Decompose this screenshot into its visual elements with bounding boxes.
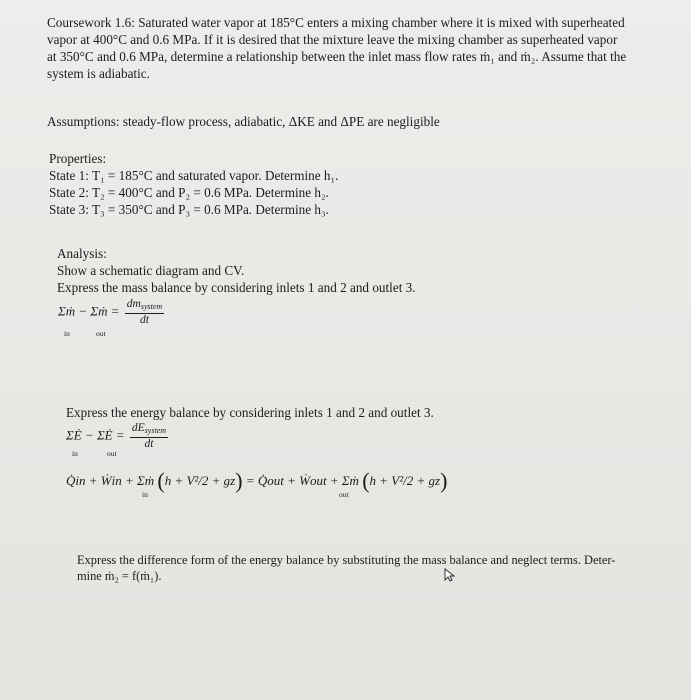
mass-eq-num-sub: system — [140, 302, 163, 311]
schematic-instruction: Show a schematic diagram and CV. — [57, 263, 245, 278]
energy-eq-den: dt — [144, 438, 154, 450]
energy-eq2-sub-out: out — [339, 490, 349, 499]
energy-eq2-left: Q̇in + Ẇin + Σṁ — [66, 473, 155, 488]
energy-eq-fraction — [130, 422, 168, 451]
energy-balance-equation — [66, 422, 170, 451]
energy-eq-sub-in: in — [72, 449, 78, 458]
properties-heading: Properties: — [49, 151, 107, 166]
energy-eq2-mid: = Q̇out + Ẇout + Σṁ — [245, 473, 359, 488]
state-2-text: State 2: T₂ = 400°C and P₂ = 0.6 MPa. Determine h₂. — [49, 185, 329, 200]
difference-line-2: mine ṁ₂ = f(ṁ₁). — [77, 569, 162, 583]
energy-eq2-sub-in: in — [142, 490, 148, 499]
state-3-text: State 3: T₃ = 350°C and P₃ = 0.6 MPa. Determine h₃. — [49, 202, 329, 217]
problem-statement — [47, 14, 667, 82]
energy-expanded-equation: Q̇in + Ẇin + Σṁ (h + V²/2 + gz) = Q̇out + Ẇout + Σṁ (h + V²/2 + gz) — [66, 468, 448, 493]
difference-line-1: Express the difference form of the energy balance by substituting the mass balance and neglect terms. Deter- — [77, 553, 616, 567]
mass-eq-num: dm — [126, 298, 141, 310]
properties-section — [49, 150, 649, 218]
problem-line-4: system is adiabatic. — [47, 66, 150, 81]
energy-eq-sub-out: out — [107, 449, 117, 458]
difference-form-instruction — [77, 552, 667, 584]
mass-balance-instruction: Express the mass balance by considering inlets 1 and 2 and outlet 3. — [57, 280, 416, 295]
mouse-cursor-icon — [443, 568, 457, 582]
energy-balance-instruction: Express the energy balance by considering inlets 1 and 2 and outlet 3. — [66, 405, 434, 420]
mass-eq-fraction — [125, 298, 164, 327]
energy-eq-num-sub: system — [144, 426, 166, 435]
energy-eq2-paren-left: h + V²/2 + gz — [164, 473, 236, 488]
mass-eq-sub-out: out — [96, 329, 106, 338]
mass-eq-den: dt — [140, 314, 149, 326]
energy-eq2-paren-right: h + V²/2 + gz — [369, 473, 441, 488]
mass-eq-sub-in: in — [64, 329, 70, 338]
mass-eq-lhs: Σṁ − Σṁ = — [58, 303, 120, 319]
problem-line-3: at 350°C and 0.6 MPa, determine a relationship between the inlet mass flow rates ṁ₁ and ṁ₂. Assume that the — [47, 49, 627, 64]
mass-balance-equation — [58, 298, 166, 327]
state-1-text: State 1: T₁ = 185°C and saturated vapor. Determine h₁. — [49, 168, 339, 183]
energy-eq-lhs: ΣĖ − ΣĖ = — [66, 427, 125, 443]
analysis-heading: Analysis: — [57, 246, 107, 261]
analysis-section — [57, 245, 657, 296]
problem-line-1: Coursework 1.6: Saturated water vapor at 185°C enters a mixing chamber where it is mixed with superheated — [47, 15, 625, 30]
energy-eq-num: dE — [131, 422, 145, 434]
assumptions-text: Assumptions: steady-flow process, adiabatic, ΔKE and ΔPE are negligible — [47, 114, 440, 129]
problem-line-2: vapor at 400°C and 0.6 MPa. If it is desired that the mixture leave the mixing chamber as superheated vapor — [47, 32, 618, 47]
